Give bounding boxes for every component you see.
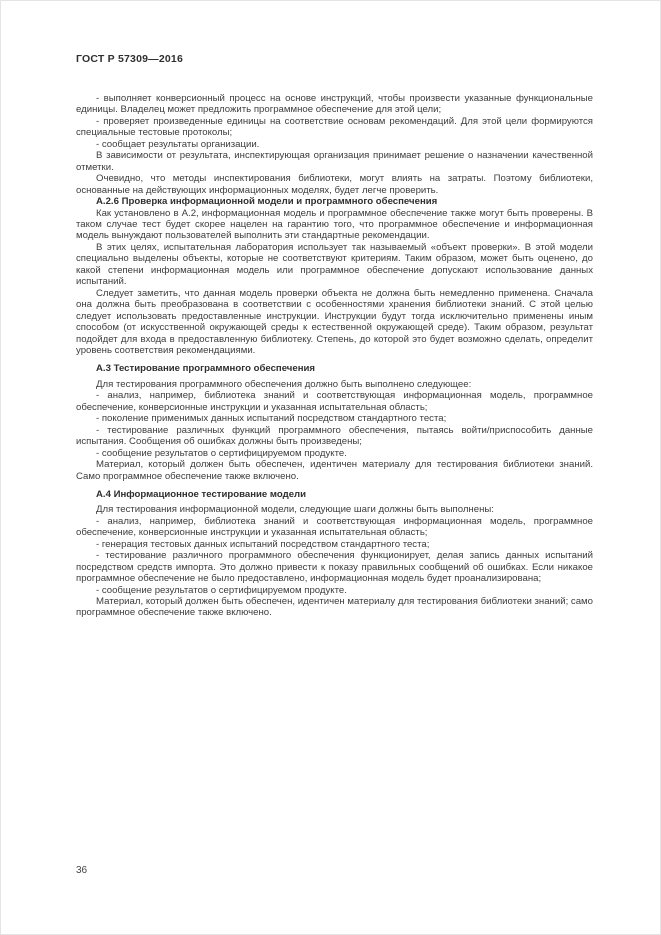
paragraph: Как установлено в А.2, информационная модель и программное обеспечение также могут быть проверены. В таком случае тест будет скорее нацелен на гарантию того, что программное обеспечение и информационная модель вынуждают пользователей выполнить эти стандартные рекомендации. xyxy=(76,207,593,242)
subsection-heading: А.2.6 Проверка информационной модели и программного обеспечения xyxy=(96,196,438,208)
list-item: - сообщение результатов о сертифицируемом продукте. xyxy=(96,447,347,459)
list-item: - анализ, например, библиотека знаний и соответствующая информационная модель, программное обеспечение, конверсионные инструкции и указанная испытательная область; xyxy=(76,515,593,539)
list-item: - анализ, например, библиотека знаний и соответствующая информационная модель, программное обеспечение, конверсионные инструкции и указанная испытательная область; xyxy=(76,390,593,413)
list-item: - тестирование различного программного обеспечения функционирует, делая запись данных испытаний посредством средств импорта. Это должно привести к показу правильных сообщений об ошибках. Если никакое программное обеспечение не было предоставлено, информационная модель будет проанализирована; xyxy=(76,550,593,585)
paragraph: Материал, который должен быть обеспечен, идентичен материалу для тестирования библиотеки знаний. Само программное обеспечение также включено. xyxy=(76,459,593,482)
paragraph: В этих целях, испытательная лаборатория использует так называемый «объект проверки». В этой модели специально выделены объекты, которые не соответствуют критериям. Таким образом, может быть оценено, до какой степени информационная модель или программное обеспечение допускают использование данных испытаний. xyxy=(76,241,593,288)
paragraph: В зависимости от результата, инспектирующая организация принимает решение о назначении качественной отметки. xyxy=(76,150,593,173)
page-number: 36 xyxy=(76,865,88,876)
section-heading: А.4 Информационное тестирование модели xyxy=(96,488,307,500)
section-heading: А.3 Тестирование программного обеспечения xyxy=(96,363,316,375)
paragraph: Материал, который должен быть обеспечен, идентичен материалу для тестирования библиотеки знаний; само программное обеспечение также включено. xyxy=(76,596,593,619)
paragraph: Следует заметить, что данная модель проверки объекта не должна быть немедленно применена. Сначала она должна быть преобразована в соответствии с особенностями хранения библиотеки знаний. С этой целью следует использовать предоставленные инструкции. Инструкции будут тогда исключительно применены иным способом (от искусственной окружающей среды к естественной окружающей среде). Таким образом, результат подойдет для входа в предоставленную библиотеку. Степень, до которой это будет возможно сделать, определит уровень соответствия рекомендациями. xyxy=(76,287,593,356)
paragraph: Очевидно, что методы инспектирования библиотеки, могут влиять на затраты. Поэтому библиотеки, основанные на действующих информационных моделях, будет легче проверить. xyxy=(76,173,593,196)
list-item: - генерация тестовых данных испытаний посредством стандартного теста; xyxy=(96,538,430,550)
list-item: - сообщает результаты организации. xyxy=(96,138,260,150)
document-header-standard-number: ГОСТ Р 57309—2016 xyxy=(76,53,184,65)
list-item: - проверяет произведенные единицы на соответствие основам рекомендаций. Для этой цели формируются специальные тестовые протоколы; xyxy=(76,115,593,139)
document-body xyxy=(76,93,593,619)
paragraph: Для тестирования программного обеспечения должно быть выполнено следующее: xyxy=(96,378,472,390)
list-item: - выполняет конверсионный процесс на основе инструкций, чтобы произвести указанные функциональные единицы. Владелец может предложить программное обеспечение для этой цели; xyxy=(76,93,593,116)
list-item: - тестирование различных функций программного обеспечения, пытаясь войти/приспособить данные испытания. Сообщения об ошибках должны быть произведены; xyxy=(76,424,593,448)
list-item: - сообщение результатов о сертифицируемом продукте. xyxy=(96,584,347,596)
list-item: - поколение применимых данных испытаний посредством стандартного теста; xyxy=(96,413,447,425)
paragraph: Для тестирования информационной модели, следующие шаги должны быть выполнены: xyxy=(96,504,494,516)
